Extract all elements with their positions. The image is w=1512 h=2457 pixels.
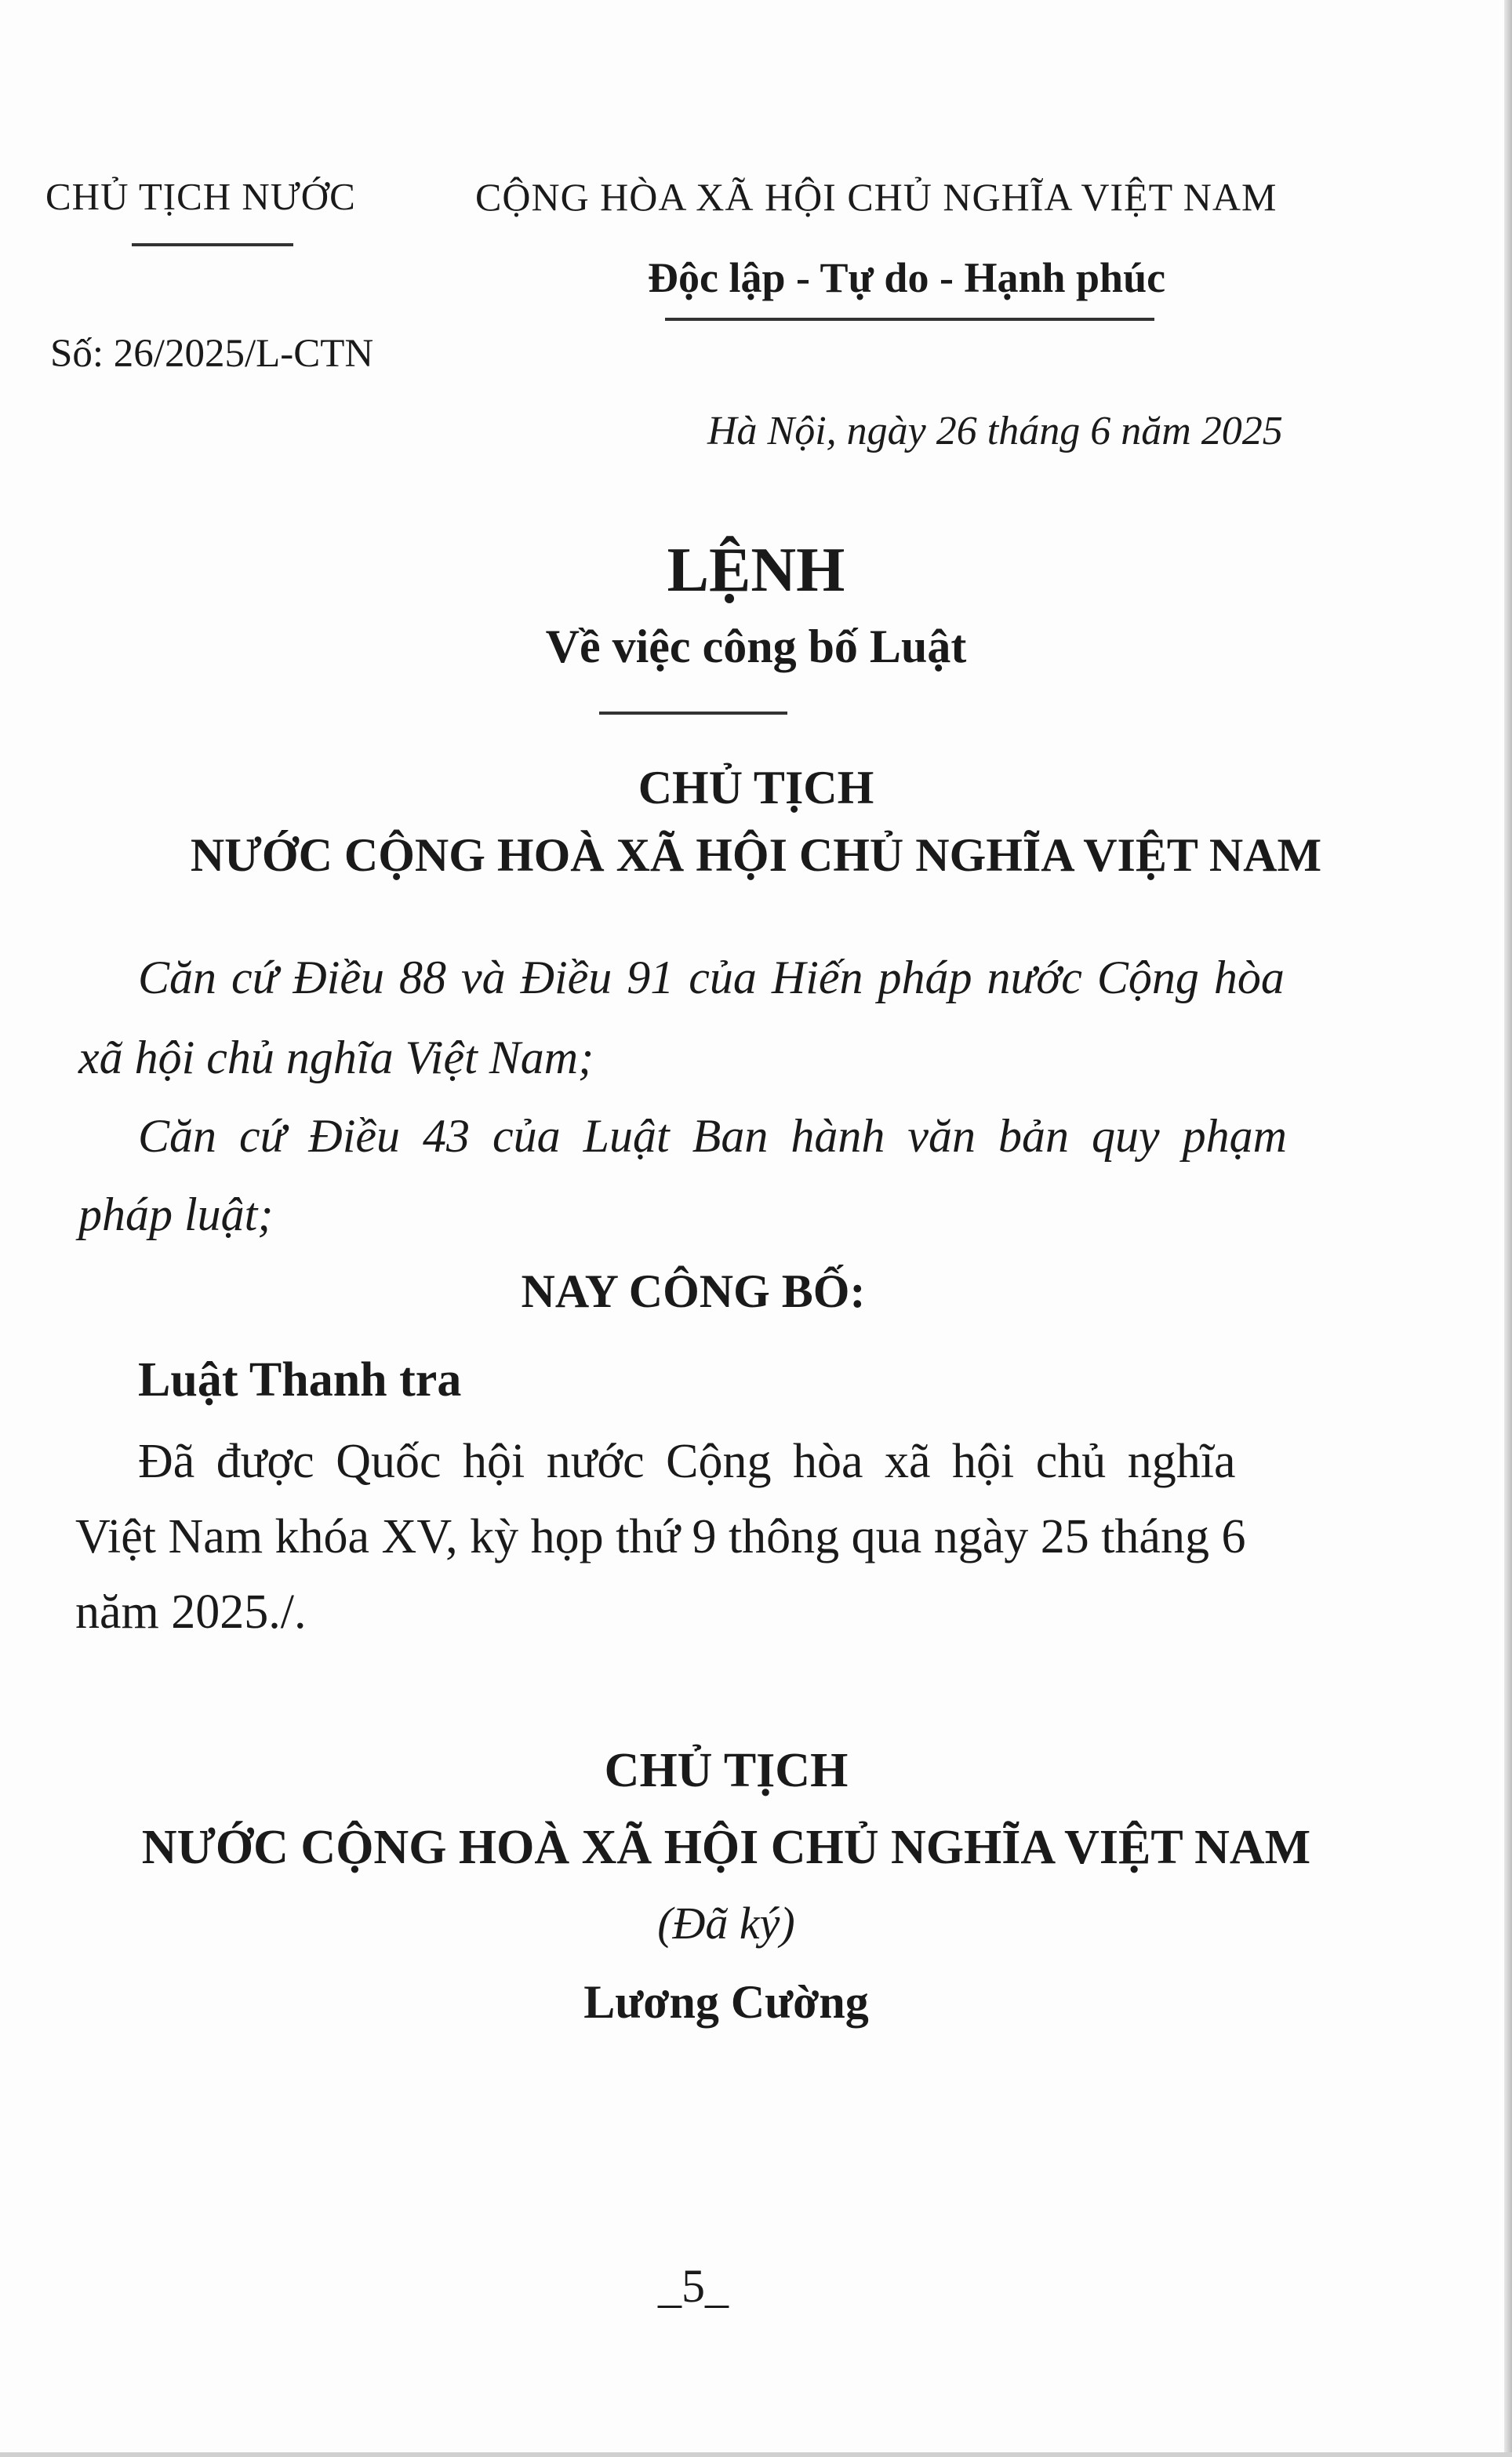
title-underline <box>599 712 787 715</box>
authority-title: CHỦ TỊCH <box>638 762 874 814</box>
authority-state: NƯỚC CỘNG HOÀ XÃ HỘI CHỦ NGHĨA VIỆT NAM <box>190 829 1322 881</box>
legal-basis-1-line-1: Căn cứ Điều 88 và Điều 91 của Hiến pháp nước Cộng hòa <box>138 952 1285 1003</box>
signatory-title: CHỦ TỊCH <box>604 1744 849 1797</box>
national-motto: Độc lập - Tự do - Hạnh phúc <box>648 254 1166 301</box>
page-edge-shadow <box>1504 0 1512 2457</box>
state-name-heading: CỘNG HÒA XÃ HỘI CHỦ NGHĨA VIỆT NAM <box>475 175 1278 219</box>
motto-underline <box>665 318 1154 321</box>
legal-basis-2-line-1: Căn cứ Điều 43 của Luật Ban hành văn bản quy phạm <box>138 1110 1287 1162</box>
legal-basis-2-line-2: pháp luật; <box>78 1188 274 1240</box>
issuer-heading: CHỦ TỊCH NƯỚC <box>45 175 356 218</box>
place-and-date: Hà Nội, ngày 26 tháng 6 năm 2025 <box>707 409 1283 453</box>
announcement-heading: NAY CÔNG BỐ: <box>521 1265 866 1317</box>
issuer-underline <box>132 243 293 246</box>
legal-basis-1-line-2: xã hội chủ nghĩa Việt Nam; <box>78 1032 594 1083</box>
announcement-line-2: Việt Nam khóa XV, kỳ họp thứ 9 thông qua ngày 25 tháng 6 <box>75 1510 1246 1563</box>
announcement-line-1: Đã được Quốc hội nước Cộng hòa xã hội chủ nghĩa <box>138 1435 1236 1488</box>
signed-status: (Đã ký) <box>657 1898 795 1949</box>
document-subject: Về việc công bố Luật <box>545 621 967 672</box>
announcement-line-3: năm 2025./. <box>75 1585 307 1639</box>
page-bottom-edge <box>0 2452 1512 2457</box>
law-name: Luật Thanh tra <box>138 1353 462 1407</box>
signatory-state: NƯỚC CỘNG HOÀ XÃ HỘI CHỦ NGHĨA VIỆT NAM <box>141 1821 1311 1874</box>
document-type-title: LỆNH <box>667 536 845 605</box>
signatory-name: Lương Cường <box>583 1976 869 2028</box>
page-number: _5_ <box>658 2260 729 2312</box>
document-number: Số: 26/2025/L-CTN <box>50 332 374 376</box>
